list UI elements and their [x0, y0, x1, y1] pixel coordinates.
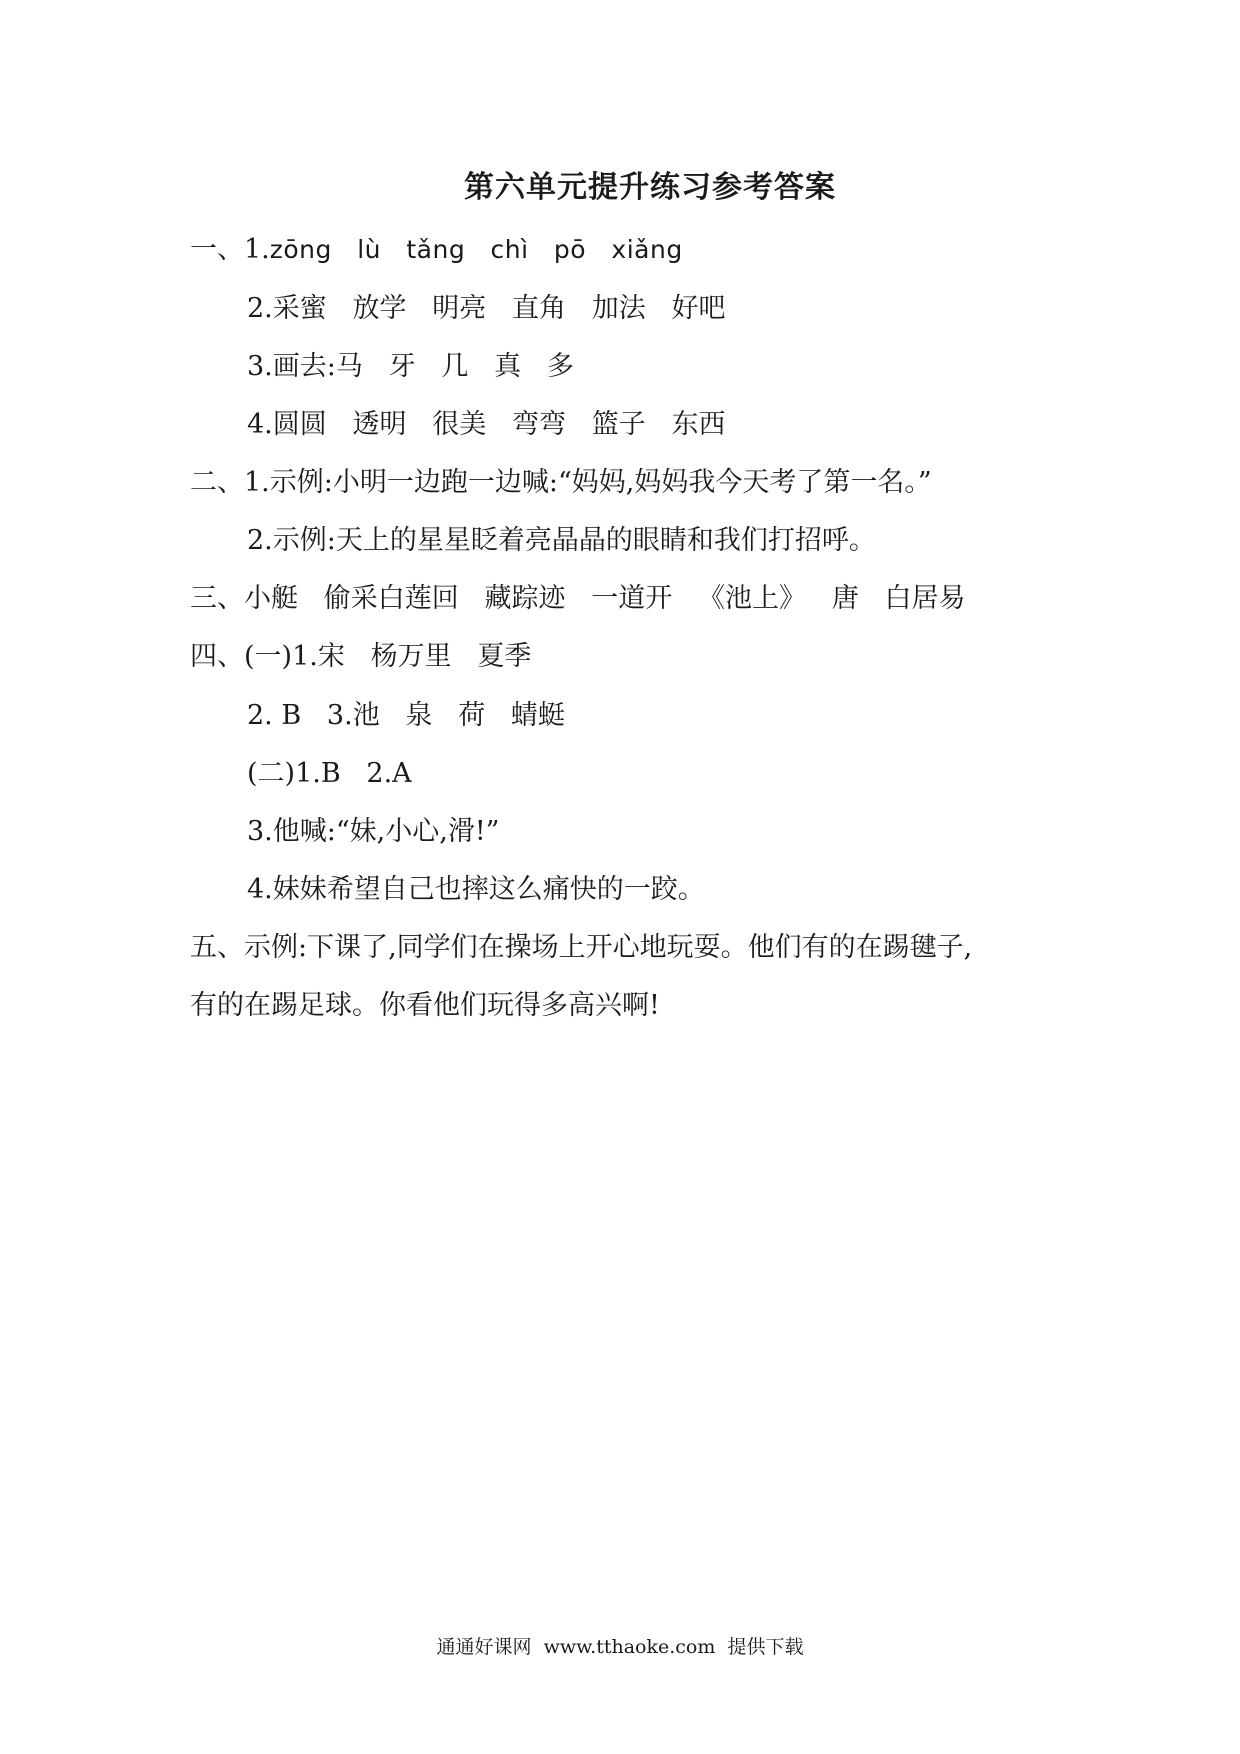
footer-credit: 通通好课网 www.tthaoke.com 提供下载 — [436, 1636, 804, 1658]
pinyin-answers: zōng lù tǎng chì pō xiǎng — [269, 235, 683, 264]
section-1-question-1 — [190, 232, 683, 268]
section-4-question-3: 3.他喊:“妹,小心,滑!” — [247, 816, 500, 847]
section-4-question-2: 2. B 3.池 泉 荷 蜻蜓 — [247, 700, 565, 731]
section-1-question-4: 4.圆圆 透明 很美 弯弯 篮子 东西 — [247, 409, 726, 440]
section-2-question-1: 二、1.示例:小明一边跑一边喊:“妈妈,妈妈我今天考了第一名。” — [190, 467, 932, 498]
section-2-question-2: 2.示例:天上的星星眨着亮晶晶的眼睛和我们打招呼。 — [247, 525, 876, 556]
section-1-question-3: 3.画去:马 牙 几 真 多 — [247, 351, 574, 382]
section-4-part-1: 四、(一)1.宋 杨万里 夏季 — [190, 641, 532, 672]
question-number: 1. — [244, 234, 270, 265]
section-1-question-2: 2.采蜜 放学 明亮 直角 加法 好吧 — [247, 293, 726, 324]
section-5-line-1: 五、示例:下课了,同学们在操场上开心地玩耍。他们有的在踢毽子, — [190, 932, 973, 963]
section-5-line-2: 有的在踢足球。你看他们玩得多高兴啊! — [190, 990, 660, 1021]
section-3-answer: 三、小艇 偷采白莲回 藏踪迹 一道开 《池上》 唐 白居易 — [190, 583, 966, 614]
section-1-prefix: 一、 — [190, 234, 244, 265]
section-4-question-4: 4.妹妹希望自己也摔这么痛快的一跤。 — [247, 874, 705, 905]
page-title: 第六单元提升练习参考答案 — [464, 170, 836, 205]
section-4-part-2: (二)1.B 2.A — [247, 758, 412, 789]
